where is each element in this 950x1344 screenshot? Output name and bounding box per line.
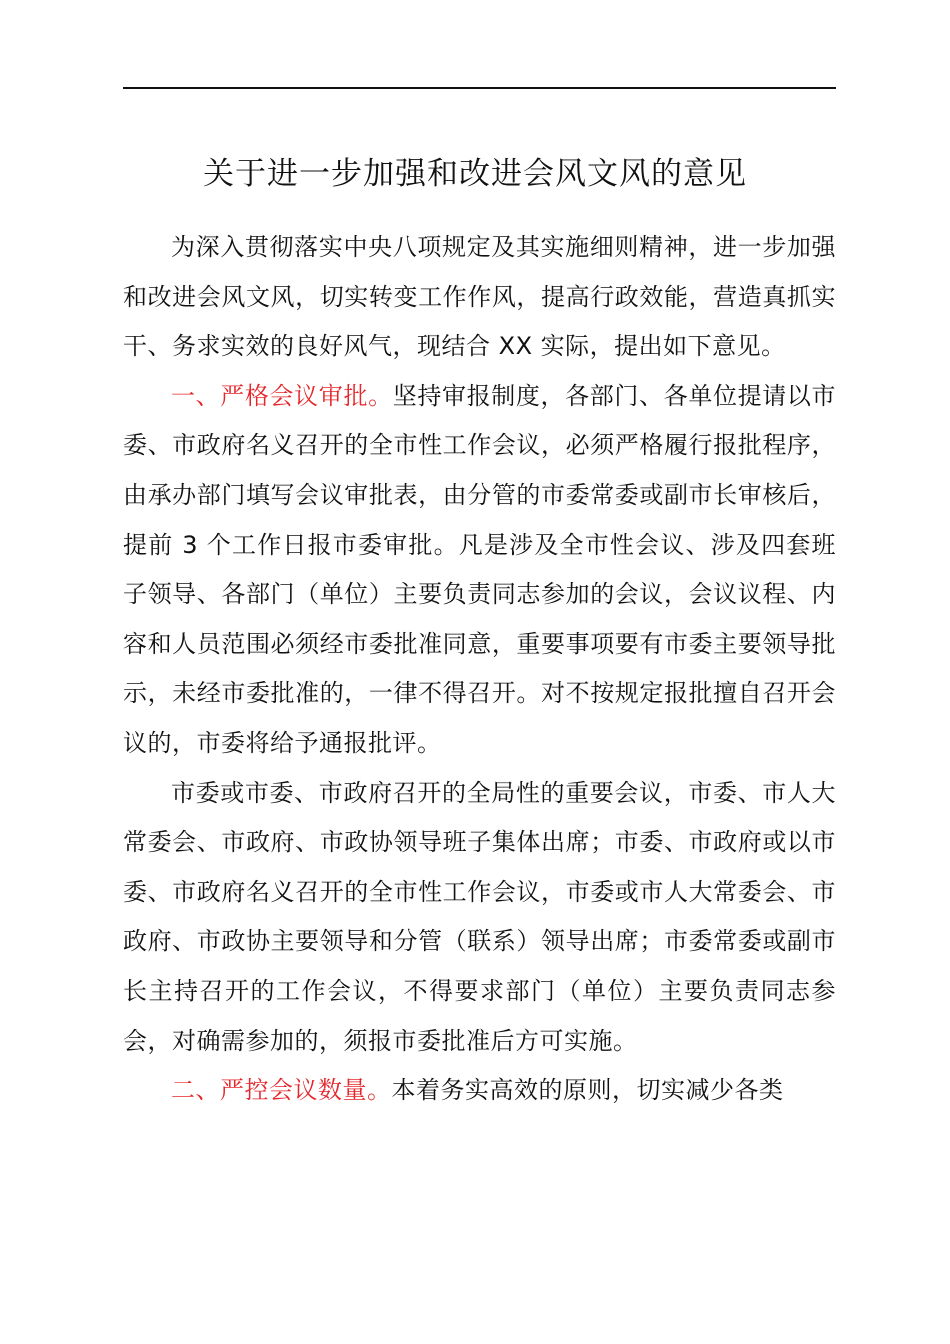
paragraph-text: 本着务实高效的原则，切实减少各类 — [391, 1076, 784, 1105]
section-heading: 二、严控会议数量。 — [171, 1076, 392, 1105]
section-heading: 一、严格会议审批。 — [171, 381, 393, 410]
paragraph-text: 市委或市委、市政府召开的全局性的重要会议，市委、市人大常委会、市政府、市政协领导班子集体出席；市委、市政府或以市委、市政府名义召开的全市性工作会议，市委或市人大常委会、市政府、市政协主要领导和分管（联系）领导出席；市委常委或副市长主持召开的工作会议，不得要求部门（单位）主要负责同志参会，对确需参加的，须报市委批准后方可实施。 — [123, 778, 836, 1055]
paragraph-section-2 — [123, 1066, 836, 1116]
header-rule — [123, 87, 836, 89]
document-title: 关于进一步加强和改进会风文风的意见 — [203, 156, 747, 192]
paragraph-attendance — [123, 769, 836, 1067]
document-body — [123, 223, 836, 1116]
paragraph-text: 为深入贯彻落实中央八项规定及其实施细则精神，进一步加强和改进会风文风，切实转变工作作风，提高行政效能，营造真抓实干、务求实效的良好风气，现结合 XX 实际，提出如下意见。 — [123, 233, 836, 361]
paragraph-section-1 — [123, 372, 836, 769]
paragraph-intro — [123, 223, 836, 372]
paragraph-text: 坚持审报制度，各部门、各单位提请以市委、市政府名义召开的全市性工作会议，必须严格履行报批程序，由承办部门填写会议审批表，由分管的市委常委或副市长审核后，提前 3 个工作日报市委审批。凡是涉及全市性会议、涉及四套班子领导、各部门（单位）主要负责同志参加的会议，会议议程、内容和人员范围必须经市委批准同意，重要事项要有市委主要领导批示，未经市委批准的，一律不得召开。对不按规定报批擅自召开会议的，市委将给予通报批评。 — [123, 381, 837, 757]
